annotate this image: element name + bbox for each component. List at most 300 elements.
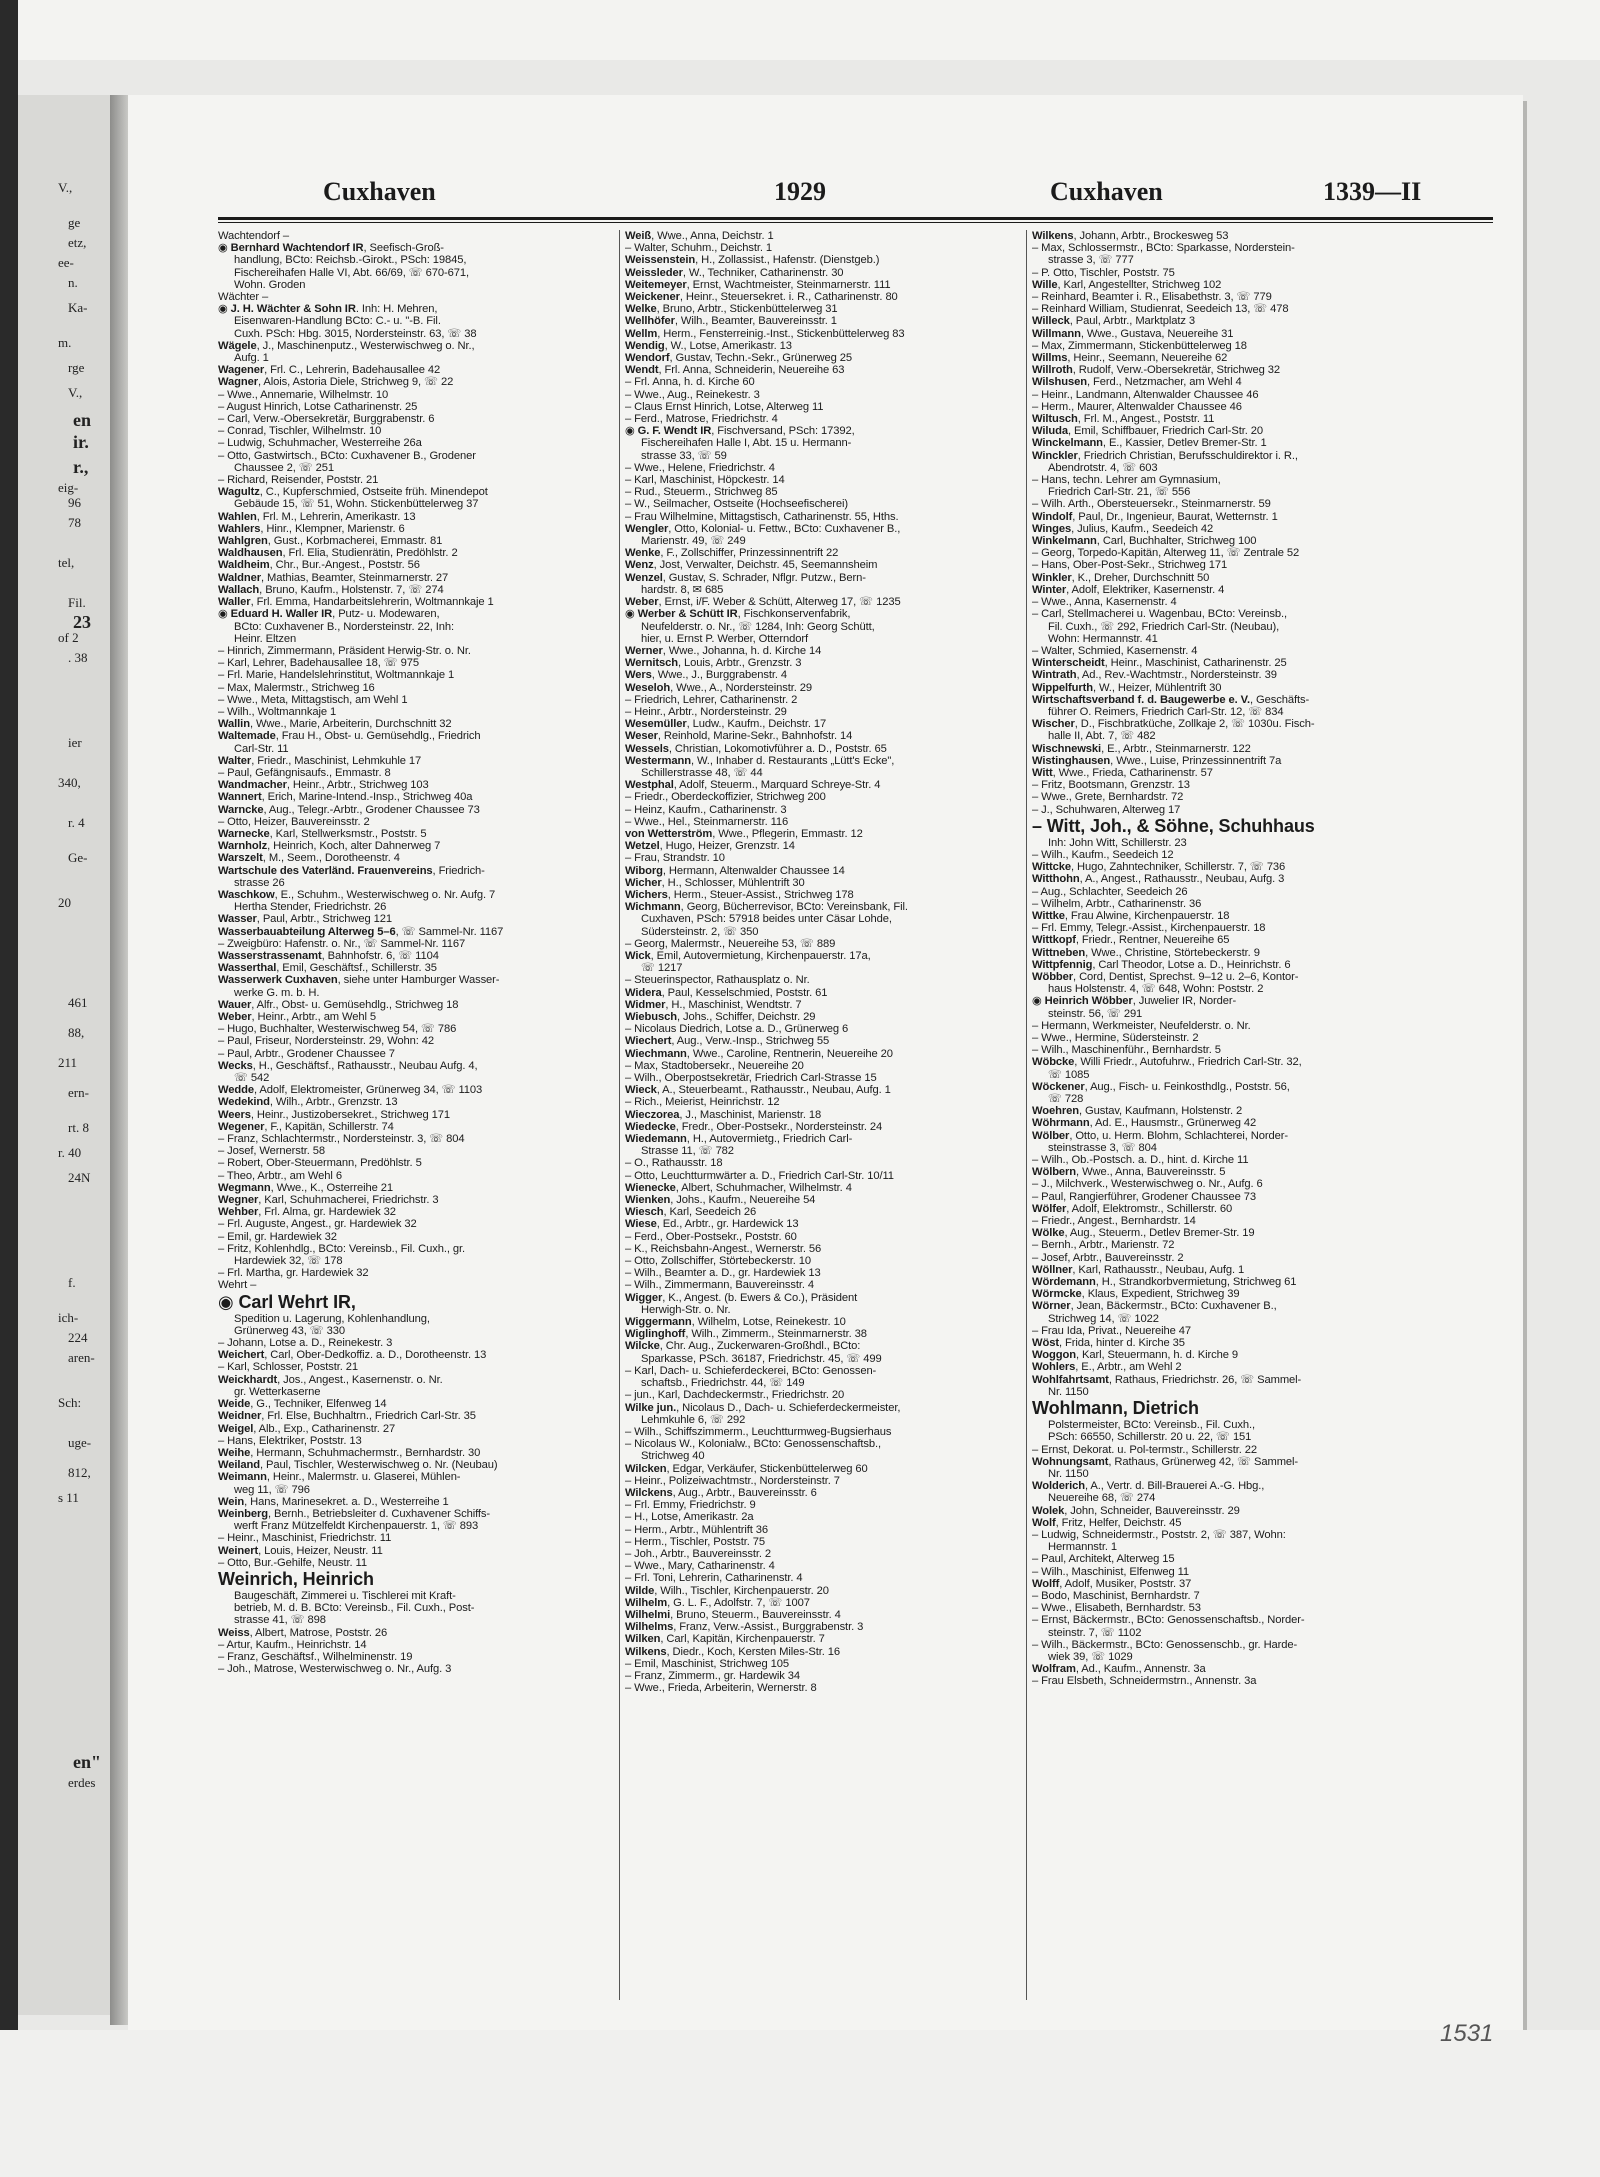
column-divider	[1026, 230, 1027, 2000]
directory-entry: – Claus Ernst Hinrich, Lotse, Alterweg 11	[625, 400, 824, 413]
directory-entry: Wöckener, Aug., Fisch- u. Feinkosthdlg., Poststr. 56,	[1032, 1080, 1290, 1093]
previous-page-fragment: Sch:	[58, 1395, 82, 1410]
header-city-left: Cuxhaven	[323, 177, 436, 206]
directory-entry: – Ferd., Ober-Postsekr., Poststr. 60	[625, 1230, 797, 1243]
directory-entry: Nr. 1150	[1048, 1467, 1089, 1480]
directory-entry: Nr. 1150	[1048, 1385, 1089, 1398]
directory-entry: – Frl. Emmy, Telegr.-Assist., Kirchenpauerstr. 18	[1032, 922, 1266, 935]
previous-page-fragment: r.,	[73, 457, 89, 477]
directory-entry: Fischereihafen Halle I, Abt. 15 u. Hermann-	[641, 437, 852, 450]
directory-entry: Wannert, Erich, Marine-Intend.-Insp., Strichweg 40a	[218, 791, 473, 804]
directory-entry: Wippelfurth, W., Heizer, Mühlentrift 30	[1032, 681, 1222, 694]
previous-page-fragment: 96	[68, 495, 81, 510]
directory-entry: Winter, Adolf, Elektriker, Kasernenstr. 4	[1032, 583, 1225, 596]
directory-entry: – Wilh., Beamter a. D., gr. Hardewiek 13	[625, 1267, 821, 1280]
directory-entry: Wohlmann, Dietrich	[1032, 1398, 1199, 1419]
directory-entry: – Max, Zimmermann, Stickenbüttelerweg 18	[1032, 339, 1247, 352]
directory-entry: Herwigh-Str. o. Nr.	[641, 1303, 731, 1316]
directory-entry: Westphal, Adolf, Steuerm., Marquard Schreye-Str. 4	[625, 779, 881, 792]
directory-entry: – Wwe., Frieda, Arbeiterin, Wernerstr. 8	[625, 1682, 817, 1695]
directory-entry: Wohnungsamt, Rathaus, Grünerweg 42, ☏ Sammel-	[1032, 1455, 1299, 1468]
directory-entry: Widmer, H., Maschinist, Wendtstr. 7	[625, 998, 802, 1011]
directory-entry: – Joh., Matrose, Westerwischweg o. Nr., Aufg. 3	[218, 1663, 452, 1676]
directory-entry: – Wilh., Oberpostsekretär, Friedrich Carl-Strasse 15	[625, 1072, 877, 1085]
directory-entry: Wengler, Otto, Kolonial- u. Fettw., BCto: Cuxhavener B.,	[625, 522, 901, 535]
directory-entry: Witthohn, A., Angest., Rathausstr., Neubau, Aufg. 3	[1032, 873, 1285, 886]
directory-entry: Weide, G., Techniker, Elfenweg 14	[218, 1398, 387, 1411]
directory-entry: Wilhelm, G. L. F., Adolfstr. 7, ☏ 1007	[625, 1596, 810, 1609]
directory-entry: Wein, Hans, Marinesekret. a. D., Westerreihe 1	[218, 1495, 449, 1508]
directory-entry: – J., Schuhwaren, Alterweg 17	[1032, 803, 1181, 816]
directory-entry: ◉ Werber & Schütt IR, Fischkonservenfabrik,	[625, 608, 851, 621]
directory-entry: steinstr. 7, ☏ 1102	[1048, 1626, 1142, 1639]
directory-entry: ☏ 542	[234, 1072, 270, 1085]
directory-entry: Wenz, Jost, Verwalter, Deichstr. 45, Seemannsheim	[625, 559, 878, 572]
scan-top-margin	[0, 0, 1600, 60]
directory-entry: Warnecke, Karl, Stellwerksmstr., Poststr. 5	[218, 827, 427, 840]
directory-entry: – Aug., Schlachter, Seedeich 26	[1032, 885, 1188, 898]
directory-entry: Weickhardt, Jos., Angest., Kasernenstr. o. Nr.	[218, 1373, 443, 1386]
previous-page-fragment: r. 40	[58, 1145, 82, 1160]
directory-entry: – Heinr., Arbtr., Nordersteinstr. 29	[625, 705, 787, 718]
previous-page-fragment: V.,	[68, 385, 83, 400]
directory-entry: Heinr. Eltzen	[234, 632, 297, 645]
directory-entry: Wiedemann, H., Autovermietg., Friedrich Carl-	[625, 1133, 853, 1146]
directory-entry: Wendt, Frl. Anna, Schneiderin, Neuereihe 63	[625, 364, 845, 377]
directory-entry: – Karl, Maschinist, Höpckestr. 14	[625, 474, 785, 487]
directory-entry: Wittke, Frau Alwine, Kirchenpauerstr. 18	[1032, 909, 1230, 922]
directory-entry: ◉ Eduard H. Waller IR, Putz- u. Modewaren,	[218, 608, 440, 621]
directory-entry: Woehren, Gustav, Kaufmann, Holstenstr. 2	[1032, 1105, 1243, 1118]
directory-entry: Weber, Ernst, i/F. Weber & Schütt, Alterweg 17, ☏ 1235	[625, 596, 901, 609]
directory-entry: strasse 41, ☏ 898	[234, 1614, 326, 1627]
directory-entry: Weiß, Wwe., Anna, Deichstr. 1	[625, 230, 774, 242]
directory-entry: Wartschule des Vaterländ. Frauenvereins, Friedrich-	[218, 864, 485, 877]
directory-entry: – Wilh., Woltmannkaje 1	[218, 705, 337, 718]
directory-entry: – jun., Karl, Dachdeckermstr., Friedrichstr. 20	[625, 1389, 845, 1402]
directory-entry: Witt, Wwe., Frieda, Catharinenstr. 57	[1032, 766, 1213, 779]
book-gutter	[110, 95, 128, 2025]
previous-page-fragment: r. 4	[68, 815, 85, 830]
previous-page-fragment: tel,	[58, 555, 75, 570]
header-rule-thin	[218, 222, 1493, 223]
previous-page-edge	[18, 95, 113, 2015]
directory-entry: Westermann, W., Inhaber d. Restaurants „Lütt's Ecke",	[625, 754, 895, 767]
directory-entry: Wasserthal, Emil, Geschäftsf., Schillerstr. 35	[218, 962, 437, 975]
directory-entry: Wilde, Wilh., Tischler, Kirchenpauerstr. 20	[625, 1584, 829, 1597]
directory-entry: Strasse 11, ☏ 782	[641, 1145, 734, 1158]
directory-entry: Wiglinghoff, Wilh., Zimmerm., Steinmarnerstr. 38	[625, 1328, 867, 1341]
header-page-number: 1339—II	[1323, 177, 1422, 206]
directory-entry: – Wwe., Helene, Friedrichstr. 4	[625, 461, 775, 474]
directory-entry: – Josef, Wernerstr. 58	[218, 1145, 326, 1158]
directory-entry: – Wwe., Aug., Reinekestr. 3	[625, 388, 760, 401]
directory-entry: – Frl. Auguste, Angest., gr. Hardewiek 32	[218, 1218, 417, 1231]
directory-entry: – Richard, Reisender, Poststr. 21	[218, 474, 379, 487]
directory-entry: ◉ Bernhard Wachtendorf IR, Seefisch-Groß-	[218, 242, 444, 255]
previous-page-fragment: 340,	[58, 775, 81, 790]
column-middle	[625, 230, 1020, 2010]
previous-page-fragment: Ge-	[68, 850, 88, 865]
previous-page-fragment: 211	[58, 1055, 78, 1070]
directory-entry: – Otto, Leuchtturmwärter a. D., Friedrich Carl-Str. 10/11	[625, 1169, 894, 1182]
directory-entry: Winckelmann, E., Kassier, Detlev Bremer-Str. 1	[1032, 437, 1267, 450]
directory-entry: – Wwe., Anna, Kasernenstr. 4	[1032, 596, 1177, 609]
directory-entry: Wilken, Carl, Kapitän, Kirchenpauerstr. 7	[625, 1633, 825, 1646]
directory-entry: Wördemann, H., Strandkorbvermietung, Strichweg 61	[1032, 1276, 1297, 1289]
directory-entry: – Fritz, Bootsmann, Grenzstr. 13	[1032, 779, 1190, 792]
previous-page-fragment: ee-	[58, 255, 74, 270]
directory-entry: – Friedrich, Lehrer, Catharinenstr. 2	[625, 693, 798, 706]
directory-entry: Wiechert, Aug., Verw.-Insp., Strichweg 55	[625, 1035, 830, 1048]
directory-entry: werke G. m. b. H.	[234, 986, 320, 999]
directory-entry: Winges, Julius, Kaufm., Seedeich 42	[1032, 522, 1214, 535]
directory-entry: Hertha Stender, Friedrichstr. 26	[234, 901, 387, 914]
directory-entry: Wilhelms, Franz, Verw.-Assist., Burggrabenstr. 3	[625, 1621, 864, 1634]
directory-entry: Willroth, Rudolf, Verw.-Obersekretär, Strichweg 32	[1032, 364, 1280, 377]
directory-entry: Strichweg 14, ☏ 1022	[1048, 1312, 1159, 1325]
directory-entry: Baugeschäft, Zimmerei u. Tischlerei mit Kraft-	[234, 1589, 456, 1602]
directory-entry: Waller, Frl. Emma, Handarbeitslehrerin, Woltmannkaje 1	[218, 596, 494, 609]
directory-entry: – August Hinrich, Lotse Catharinenstr. 25	[218, 400, 418, 413]
directory-entry: ☏ 728	[1048, 1093, 1084, 1106]
directory-entry: – Otto, Zollschiffer, Störtebeckerstr. 10	[625, 1255, 811, 1268]
directory-entry: Wilkens, Diedr., Koch, Kersten Miles-Str. 16	[625, 1645, 840, 1658]
directory-entry: – Heinr., Landmann, Altenwalder Chaussee 46	[1032, 388, 1259, 401]
previous-page-fragment: en"	[73, 1752, 101, 1772]
directory-entry: steinstr. 56, ☏ 291	[1048, 1007, 1143, 1020]
directory-entry: Wiborg, Hermann, Altenwalder Chaussee 14	[625, 864, 845, 877]
directory-entry: Wahlen, Frl. M., Lehrerin, Amerikastr. 13	[218, 510, 416, 523]
directory-entry: Windolf, Paul, Dr., Ingenieur, Baurat, Wetternstr. 1	[1032, 510, 1278, 523]
directory-entry: Waschkow, E., Schuhm., Westerwischweg o. Nr. Aufg. 7	[218, 888, 496, 901]
directory-entry: – Johann, Lotse a. D., Reinekestr. 3	[218, 1337, 393, 1350]
previous-page-fragment: Fil.	[68, 595, 86, 610]
directory-entry: Willms, Heinr., Seemann, Neuereihe 62	[1032, 352, 1228, 365]
directory-entry: – Wwe., Mary, Catharinenstr. 4	[625, 1560, 775, 1573]
directory-entry: Wolek, John, Schneider, Bauvereinsstr. 29	[1032, 1504, 1240, 1517]
directory-entry: – Witt, Joh., & Söhne, Schuhhaus	[1032, 815, 1315, 836]
directory-entry: Wendig, W., Lotse, Amerikastr. 13	[625, 339, 792, 352]
directory-entry: Wiedecke, Fredr., Ober-Postsekr., Nordersteinstr. 24	[625, 1120, 883, 1133]
directory-entry: Wolfram, Ad., Kaufm., Annenstr. 3a	[1032, 1663, 1206, 1676]
directory-entry: Weser, Reinhold, Marine-Sekr., Bahnhofstr. 14	[625, 730, 853, 743]
directory-entry: Weitemeyer, Ernst, Wachtmeister, Steinmarnerstr. 111	[625, 278, 891, 291]
directory-entry: Wittkopf, Friedr., Rentner, Neuereihe 65	[1032, 934, 1230, 947]
directory-entry: – Friedr., Oberdeckoffizier, Strichweg 200	[625, 791, 826, 804]
directory-entry: Widera, Paul, Kesselschmied, Poststr. 61	[625, 986, 828, 999]
directory-entry: Wöbber, Cord, Dentist, Sprechst. 9–12 u. 2–6, Kontor-	[1032, 970, 1299, 983]
directory-entry: – Emil, Maschinist, Strichweg 105	[625, 1657, 789, 1670]
previous-page-fragment: 224	[68, 1330, 88, 1345]
directory-entry: Wick, Emil, Autovermietung, Kirchenpauerstr. 17a,	[625, 949, 871, 962]
previous-page-fragment: 78	[68, 515, 81, 530]
directory-entry: Wessels, Christian, Lokomotivführer a. D., Poststr. 65	[625, 742, 887, 755]
directory-entry: Warszelt, M., Seem., Dorotheenstr. 4	[218, 852, 400, 865]
directory-entry: Wistinghausen, Wwe., Luise, Prinzessinnentrift 7a	[1032, 754, 1282, 767]
directory-entry: Winkelmann, Carl, Buchhalter, Strichweg 100	[1032, 535, 1257, 548]
directory-entry: Wernitsch, Louis, Arbtr., Grenzstr. 3	[625, 657, 802, 670]
directory-entry: Wetzel, Hugo, Heizer, Grenzstr. 14	[625, 840, 795, 853]
previous-page-fragment: s 11	[58, 1490, 79, 1505]
directory-entry: Weimann, Heinr., Malermstr. u. Glaserei, Mühlen-	[218, 1471, 461, 1484]
directory-entry: Wicher, H., Schlosser, Mühlentrift 30	[625, 876, 805, 889]
previous-page-fragment: ern-	[68, 1085, 89, 1100]
directory-entry: – Wilh. Arth., Obersteuersekr., Steinmarnerstr. 59	[1032, 498, 1271, 511]
directory-entry: – Max, Stadtobersekr., Neuereihe 20	[625, 1059, 804, 1072]
previous-page-fragment: ich-	[58, 1310, 79, 1325]
directory-entry: – Heinz, Kaufm., Catharinenstr. 3	[625, 803, 787, 816]
previous-page-fragment: of 2	[58, 630, 79, 645]
directory-entry: Wölke, Aug., Steuerm., Detlev Bremer-Str. 19	[1032, 1227, 1255, 1240]
directory-entry: führer O. Reimers, Friedrich Carl-Str. 12, ☏ 834	[1048, 705, 1284, 718]
directory-entry: – Walter, Schmied, Kasernenstr. 4	[1032, 644, 1198, 657]
directory-entry: Weichert, Carl, Ober-Dedkoffiz. a. D., Dorotheenstr. 13	[218, 1349, 487, 1362]
directory-entry: strasse 26	[234, 876, 285, 889]
directory-entry: – Reinhard, Beamter i. R., Elisabethstr. 3, ☏ 779	[1032, 291, 1272, 304]
directory-entry: Spedition u. Lagerung, Kohlenhandlung,	[234, 1312, 430, 1325]
directory-entry: ◉ Carl Wehrt IR,	[218, 1291, 356, 1312]
directory-entry: Wehrt –	[218, 1279, 257, 1292]
directory-entry: Wilhelmi, Bruno, Steuerm., Bauvereinsstr. 4	[625, 1608, 841, 1621]
directory-entry: Cuxhaven, PSch: 57918 beides unter Cäsar Lohde,	[641, 913, 892, 926]
directory-entry: – Nicolaus W., Kolonialw., BCto: Genossenschaftsb.,	[625, 1438, 882, 1451]
header-year: 1929	[774, 177, 826, 206]
directory-entry: Werner, Wwe., Johanna, h. d. Kirche 14	[625, 644, 822, 657]
directory-entry: – Georg, Malermstr., Neuereihe 53, ☏ 889	[625, 937, 836, 950]
directory-entry: Lehmkuhle 6, ☏ 292	[641, 1413, 746, 1426]
directory-entry: – Otto, Heizer, Bauvereinsstr. 2	[218, 815, 370, 828]
directory-entry: Weiss, Albert, Matrose, Poststr. 26	[218, 1626, 388, 1639]
directory-entry: Wohlers, E., Arbtr., am Wehl 2	[1032, 1361, 1182, 1374]
directory-entry: – Wilh., Schiffszimmerm., Leuchtturmweg-Bugsierhaus	[625, 1425, 892, 1438]
directory-entry: – Bernh., Arbtr., Marienstr. 72	[1032, 1239, 1175, 1252]
directory-entry: gr. Wetterkaserne	[234, 1385, 321, 1398]
directory-entry: Wecks, H., Geschäftsf., Rathausstr., Neubau Aufg. 4,	[218, 1059, 478, 1072]
directory-entry: Wintrath, Ad., Rev.-Wachtmstr., Nordersteinstr. 39	[1032, 669, 1277, 682]
directory-entry: Winterscheidt, Heinr., Maschinist, Catharinenstr. 25	[1032, 657, 1287, 670]
directory-entry: Wohn. Groden	[234, 278, 306, 291]
directory-entry: Wauer, Alfr., Obst- u. Gemüsehdlg., Strichweg 18	[218, 998, 459, 1011]
directory-entry: Wiebusch, Johs., Schiffer, Deichstr. 29	[625, 1011, 816, 1023]
directory-entry: weg 11, ☏ 796	[234, 1483, 310, 1496]
previous-page-fragment: Ka-	[68, 300, 88, 315]
directory-entry: Wölfer, Adolf, Elektromstr., Schillerstr. 60	[1032, 1202, 1233, 1215]
directory-entry: – Wilh., Maschinenführ., Bernhardstr. 5	[1032, 1044, 1221, 1057]
directory-entry: – Paul, Arbtr., Grodener Chaussee 7	[218, 1047, 395, 1060]
directory-entry: Wallach, Bruno, Kaufm., Holstenstr. 7, ☏ 274	[218, 583, 444, 596]
directory-entry: – Franz, Geschäftsf., Wilhelminenstr. 19	[218, 1650, 413, 1663]
directory-entry: Wasserstrassenamt, Bahnhofstr. 6, ☏ 1104	[218, 949, 439, 962]
directory-entry: Wägele, J., Maschinenputz., Westerwischweg o. Nr.,	[218, 339, 475, 352]
directory-entry: – Paul, Architekt, Alterweg 15	[1032, 1553, 1175, 1566]
previous-page-fragment: f.	[68, 1275, 76, 1290]
directory-entry: Winckler, Friedrich Christian, Berufsschuldirektor i. R.,	[1032, 449, 1298, 462]
directory-entry: Weigel, Alb., Exp., Catharinenstr. 27	[218, 1422, 396, 1435]
directory-entry: Winkler, K., Dreher, Durchschnitt 50	[1032, 571, 1210, 584]
directory-entry: Wasserwerk Cuxhaven, siehe unter Hamburger Wasser-	[218, 974, 500, 987]
directory-entry: Weidner, Frl. Else, Buchhaltrn., Friedrich Carl-Str. 35	[218, 1410, 476, 1423]
directory-entry: Wohlfahrtsamt, Rathaus, Friedrichstr. 26, ☏ Sammel-	[1032, 1373, 1302, 1386]
previous-page-fragment: uge-	[68, 1435, 92, 1450]
directory-entry: – Hans, Elektriker, Poststr. 13	[218, 1434, 362, 1447]
directory-entry: Wirtschaftsverband f. d. Baugewerbe e. V., Geschäfts-	[1032, 693, 1310, 706]
directory-entry: Wasserbauabteilung Alterweg 5–6, ☏ Sammel-Nr. 1167	[218, 925, 504, 938]
directory-entry: Wahlers, Hinr., Klempner, Marienstr. 6	[218, 522, 405, 535]
previous-page-fragment: m.	[58, 335, 72, 350]
previous-page-fragment: 24N	[68, 1170, 91, 1185]
previous-page-fragment: etz,	[68, 235, 87, 250]
directory-entry: Inh: John Witt, Schillerstr. 23	[1048, 836, 1187, 849]
directory-entry: – Karl, Dach- u. Schieferdeckerei, BCto: Genossen-	[625, 1364, 877, 1377]
directory-entry: Weinert, Louis, Heizer, Neustr. 11	[218, 1544, 383, 1557]
directory-entry: hier, u. Ernst P. Werber, Otterndorf	[641, 632, 808, 645]
directory-entry: – Ernst, Bäckermstr., BCto: Genossenschaftsb., Norder-	[1032, 1614, 1305, 1627]
directory-entry: Wachtendorf –	[218, 230, 290, 242]
directory-entry: Weissleder, W., Techniker, Catharinenstr. 30	[625, 266, 844, 279]
directory-entry: Wörmcke, Klaus, Expedient, Strichweg 39	[1032, 1288, 1240, 1301]
directory-entry: steinstrasse 3, ☏ 804	[1048, 1141, 1157, 1154]
directory-entry: – Hugo, Buchhalter, Westerwischweg 54, ☏ 786	[218, 1023, 457, 1036]
directory-entry: Schillerstrasse 48, ☏ 44	[641, 766, 763, 779]
scan-left-edge	[0, 0, 18, 2177]
directory-entry: Warnholz, Heinrich, Koch, alter Dahnerweg 7	[218, 840, 441, 853]
directory-entry: – Robert, Ober-Steuermann, Predöhlstr. 5	[218, 1157, 422, 1170]
directory-entry: Cuxh. PSch: Hbg. 3015, Nordersteinstr. 63, ☏ 38	[234, 327, 477, 340]
directory-entry: Wörner, Jean, Bäckermstr., BCto: Cuxhavener B.,	[1032, 1300, 1277, 1313]
directory-entry: – Frl. Toni, Lehrerin, Catharinenstr. 4	[625, 1572, 803, 1585]
previous-page-fragment: ier	[68, 735, 82, 750]
previous-page-fragment: ir.	[73, 432, 89, 452]
directory-entry: ◉ G. F. Wendt IR, Fischversand, PSch: 17392,	[625, 425, 855, 438]
column-left	[218, 230, 613, 2010]
directory-entry: – Wilhelm, Arbtr., Catharinenstr. 36	[1032, 897, 1202, 910]
directory-entry: – Wwe., Grete, Bernhardstr. 72	[1032, 791, 1184, 804]
directory-entry: – Max, Schlossermstr., BCto: Sparkasse, Norderstein-	[1032, 242, 1295, 255]
directory-entry: – Herm., Maurer, Altenwalder Chaussee 46	[1032, 400, 1242, 413]
directory-entry: – Emil, gr. Hardewiek 32	[218, 1230, 337, 1243]
directory-entry: Sparkasse, PSch. 36187, Friedrichstr. 45, ☏ 499	[641, 1352, 882, 1365]
directory-entry: Wilckens, Aug., Arbtr., Bauvereinsstr. 6	[625, 1486, 817, 1499]
column-divider	[619, 230, 620, 2000]
directory-entry: Chaussee 2, ☏ 251	[234, 461, 334, 474]
directory-entry: – Franz, Schlachtermstr., Nordersteinstr. 3, ☏ 804	[218, 1133, 465, 1146]
directory-entry: handlung, BCto: Reichsb.-Girokt., PSch: 19845,	[234, 254, 467, 267]
directory-entry: Hardewiek 32, ☏ 178	[234, 1255, 343, 1268]
directory-entry: Strichweg 40	[641, 1450, 705, 1463]
directory-entry: Wegener, F., Kapitän, Schillerstr. 74	[218, 1120, 394, 1133]
directory-entry: Wilkens, Johann, Arbtr., Brockesweg 53	[1032, 230, 1229, 242]
directory-entry: – Heinr., Maschinist, Friedrichstr. 11	[218, 1532, 392, 1545]
column-right	[1032, 230, 1427, 2010]
directory-entry: – K., Reichsbahn-Angest., Wernerstr. 56	[625, 1242, 822, 1255]
scan-bottom-margin	[0, 2030, 1600, 2177]
directory-entry: – Paul, Gefängnisaufs., Emmastr. 8	[218, 766, 391, 779]
directory-entry: – Franz, Zimmerm., gr. Hardewik 34	[625, 1669, 801, 1682]
directory-entry: Weers, Heinr., Justizobersekret., Strichweg 171	[218, 1108, 451, 1121]
directory-entry: Wilshusen, Ferd., Netzmacher, am Wehl 4	[1032, 376, 1242, 389]
previous-page-fragment: aren-	[68, 1350, 95, 1365]
directory-entry: Wichmann, Georg, Bücherrevisor, BCto: Vereinsbank, Fil.	[625, 901, 908, 914]
directory-entry: Aufg. 1	[234, 352, 269, 365]
previous-page-fragment: n.	[68, 275, 78, 290]
directory-entry: Gebäude 15, ☏ 51, Wohn. Stickenbüttelerweg 37	[234, 498, 479, 511]
directory-entry: Grünerweg 43, ☏ 330	[234, 1324, 345, 1337]
directory-entry: Wittpfennig, Carl Theodor, Lotse a. D., Heinrichstr. 6	[1032, 958, 1291, 971]
directory-entry: – Theo, Arbtr., am Wehl 6	[218, 1169, 342, 1182]
directory-entry: – Wwe., Elisabeth, Bernhardstr. 53	[1032, 1602, 1201, 1615]
directory-entry: – Hans, Ober-Post-Sekr., Strichweg 171	[1032, 559, 1228, 572]
directory-entry: Fischereihafen Halle VI, Abt. 66/69, ☏ 670-671,	[234, 266, 470, 279]
directory-entry: Südersteinstr. 2, ☏ 350	[641, 925, 759, 938]
directory-entry: – Wilh., Kaufm., Seedeich 12	[1032, 848, 1174, 861]
directory-entry: Wischer, D., Fischbratküche, Zollkaje 2, ☏ 1030u. Fisch-	[1032, 718, 1315, 731]
directory-entry: Waldhausen, Frl. Elia, Studienrätin, Predöhlstr. 2	[218, 547, 458, 560]
directory-entry: Wohn: Hermannstr. 41	[1048, 632, 1158, 645]
directory-entry: Wittcke, Hugo, Zahntechniker, Schillerstr. 7, ☏ 736	[1032, 861, 1286, 874]
directory-entry: Wigger, K., Angest. (b. Ewers & Co.), Präsident	[625, 1291, 858, 1304]
directory-entry: Wesemüller, Ludw., Kaufm., Deichstr. 17	[625, 718, 827, 731]
directory-entry: wiek 39, ☏ 1029	[1048, 1650, 1133, 1663]
running-header	[128, 175, 1523, 215]
previous-page-fragment: erdes	[68, 1775, 96, 1790]
directory-entry: – Frau Ida, Privat., Neuereihe 47	[1032, 1324, 1192, 1337]
previous-page-fragment: eig-	[58, 480, 79, 495]
directory-entry: – Frl. Emmy, Friedrichstr. 9	[625, 1499, 756, 1512]
directory-entry: – O., Rathausstr. 18	[625, 1157, 723, 1170]
directory-entry: Wöbcke, Willi Friedr., Autofuhrw., Friedrich Carl-Str. 32,	[1032, 1056, 1302, 1069]
directory-entry: – W., Seilmacher, Ostseite (Hochseefischerei)	[625, 498, 849, 511]
directory-entry: – Herm., Arbtr., Mühlentrift 36	[625, 1523, 769, 1536]
directory-entry: – Joh., Arbtr., Bauvereinsstr. 2	[625, 1547, 772, 1560]
directory-entry: – Nicolaus Diedrich, Lotse a. D., Grünerweg 6	[625, 1023, 849, 1036]
directory-entry: – Walter, Schuhm., Deichstr. 1	[625, 242, 773, 255]
directory-entry: Carl-Str. 11	[234, 742, 289, 755]
previous-page-fragment: ge	[68, 215, 81, 230]
directory-entry: BCto: Cuxhavener B., Nordersteinstr. 22, Inh:	[234, 620, 454, 633]
directory-entry: Neufelderstr. o. Nr., ☏ 1284, Inh: Georg Schütt,	[641, 620, 875, 633]
directory-entry: – P. Otto, Tischler, Poststr. 75	[1032, 266, 1175, 279]
directory-entry: – Heinr., Polizeiwachtmstr., Nordersteinstr. 7	[625, 1474, 840, 1487]
directory-entry: – Wilh., Zimmermann, Bauvereinsstr. 4	[625, 1279, 815, 1292]
directory-entry: Friedrich Carl-Str. 21, ☏ 556	[1048, 486, 1191, 499]
handwritten-page-note: 1531	[1440, 2020, 1494, 2047]
directory-entry: – J., Milchverk., Westerwischweg o. Nr., Aufg. 6	[1032, 1178, 1263, 1191]
directory-entry: ☏ 1085	[1048, 1068, 1090, 1081]
directory-entry: Wolff, Adolf, Musiker, Poststr. 37	[1032, 1577, 1192, 1590]
directory-entry: Marienstr. 49, ☏ 249	[641, 535, 746, 548]
directory-entry: – Otto, Gastwirtsch., BCto: Cuxhavener B., Grodener	[218, 449, 476, 462]
directory-entry: Weinberg, Bernh., Betriebsleiter d. Cuxhavener Schiffs-	[218, 1507, 491, 1520]
directory-entry: Welke, Bruno, Arbtr., Stickenbüttelerweg 31	[625, 303, 838, 316]
directory-entry: Fil. Cuxh., ☏ 292, Friedrich Carl-Str. (Neubau),	[1048, 620, 1280, 633]
directory-entry: – Ludwig, Schuhmacher, Westerreihe 26a	[218, 437, 422, 450]
directory-entry: betrieb, M. d. B. BCto: Vereinsb., Fil. Cuxh., Post-	[234, 1602, 475, 1615]
directory-entry: – Wwe., Annemarie, Wilhelmstr. 10	[218, 388, 389, 401]
directory-entry: schaftsb., Friedrichstr. 44, ☏ 149	[641, 1377, 805, 1390]
directory-entry: – Zweigbüro: Hafenstr. o. Nr., ☏ Sammel-Nr. 1167	[218, 937, 466, 950]
previous-page-fragment: rge	[68, 360, 85, 375]
directory-entry: – Hinrich, Zimmermann, Präsident Herwig-Str. o. Nr.	[218, 644, 471, 657]
directory-entry: – Max, Malermstr., Strichweg 16	[218, 681, 375, 694]
directory-entry: Wenke, F., Zollschiffer, Prinzessinnentrift 22	[625, 547, 839, 560]
directory-entry: Wienken, Johs., Kaufm., Neuereihe 54	[625, 1194, 816, 1207]
directory-entry: Wiese, Ed., Arbtr., gr. Hardewick 13	[625, 1218, 799, 1231]
previous-page-fragment: . 38	[68, 650, 88, 665]
directory-entry: Wichers, Herm., Steuer-Assist., Strichweg 178	[625, 888, 854, 901]
directory-entry: – Wwe., Meta, Mittagstisch, am Wehl 1	[218, 693, 408, 706]
directory-entry: Eisenwaren-Handlung BCto: C.- u. "-B. Fil.	[234, 315, 441, 328]
